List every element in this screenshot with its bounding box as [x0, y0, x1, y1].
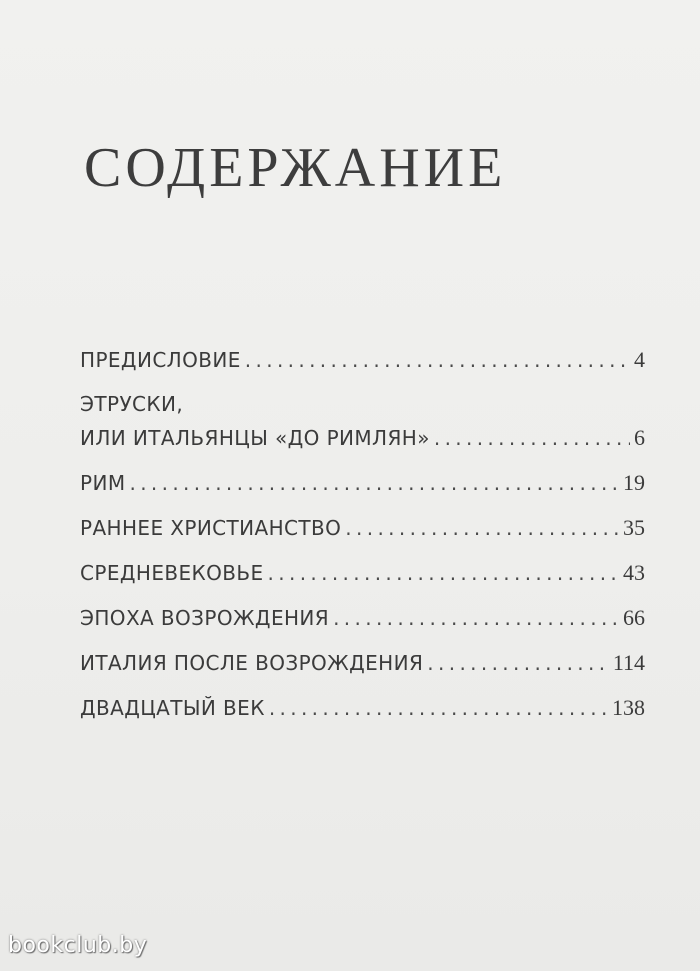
toc-leader-dots [245, 344, 630, 377]
toc-entry-page: 19 [623, 470, 645, 495]
toc-leader-dots [427, 647, 609, 680]
toc-entry-label: ЭПОХА ВОЗРОЖДЕНИЯ [80, 606, 330, 630]
table-of-contents [80, 343, 645, 736]
toc-entry-label: ИЛИ ИТАЛЬЯНЦЫ «ДО РИМЛЯН» [80, 426, 430, 450]
toc-entry-page: 35 [623, 515, 645, 540]
toc-entry-renaissance [80, 601, 645, 635]
toc-leader-dots [129, 467, 619, 500]
toc-entry-etruscans [80, 388, 645, 455]
toc-leader-dots [345, 512, 619, 545]
toc-entry-middle-ages [80, 556, 645, 590]
toc-entry-label: ПРЕДИСЛОВИЕ [80, 348, 241, 372]
toc-leader-dots [269, 692, 608, 725]
toc-entry-page: 4 [634, 347, 645, 372]
toc-entry-label: СРЕДНЕВЕКОВЬЕ [80, 561, 264, 585]
toc-entry-label: РИМ [80, 471, 126, 495]
watermark: bookclub.by [8, 933, 148, 958]
toc-entry-label: ДВАДЦАТЫЙ ВЕК [80, 696, 265, 720]
toc-leader-dots [333, 602, 619, 635]
toc-entry-twentieth-century [80, 691, 645, 725]
page-title: СОДЕРЖАНИЕ [84, 137, 507, 199]
toc-entry-page: 66 [623, 605, 645, 630]
toc-entry-label: ИТАЛИЯ ПОСЛЕ ВОЗРОЖДЕНИЯ [80, 651, 424, 675]
toc-entry-rome [80, 466, 645, 500]
toc-leader-dots [434, 422, 630, 455]
toc-entry-page: 138 [612, 695, 645, 720]
toc-entry-label: ЭТРУСКИ, [80, 392, 184, 416]
toc-entry-page: 43 [623, 560, 645, 585]
toc-entry-page: 6 [634, 425, 645, 450]
toc-entry-early-christianity [80, 511, 645, 545]
toc-entry-label: РАННЕЕ ХРИСТИАНСТВО [80, 516, 342, 540]
toc-entry-post-renaissance [80, 646, 645, 680]
toc-entry-page: 114 [612, 650, 645, 675]
toc-entry-preface [80, 343, 645, 377]
toc-leader-dots [268, 557, 619, 590]
